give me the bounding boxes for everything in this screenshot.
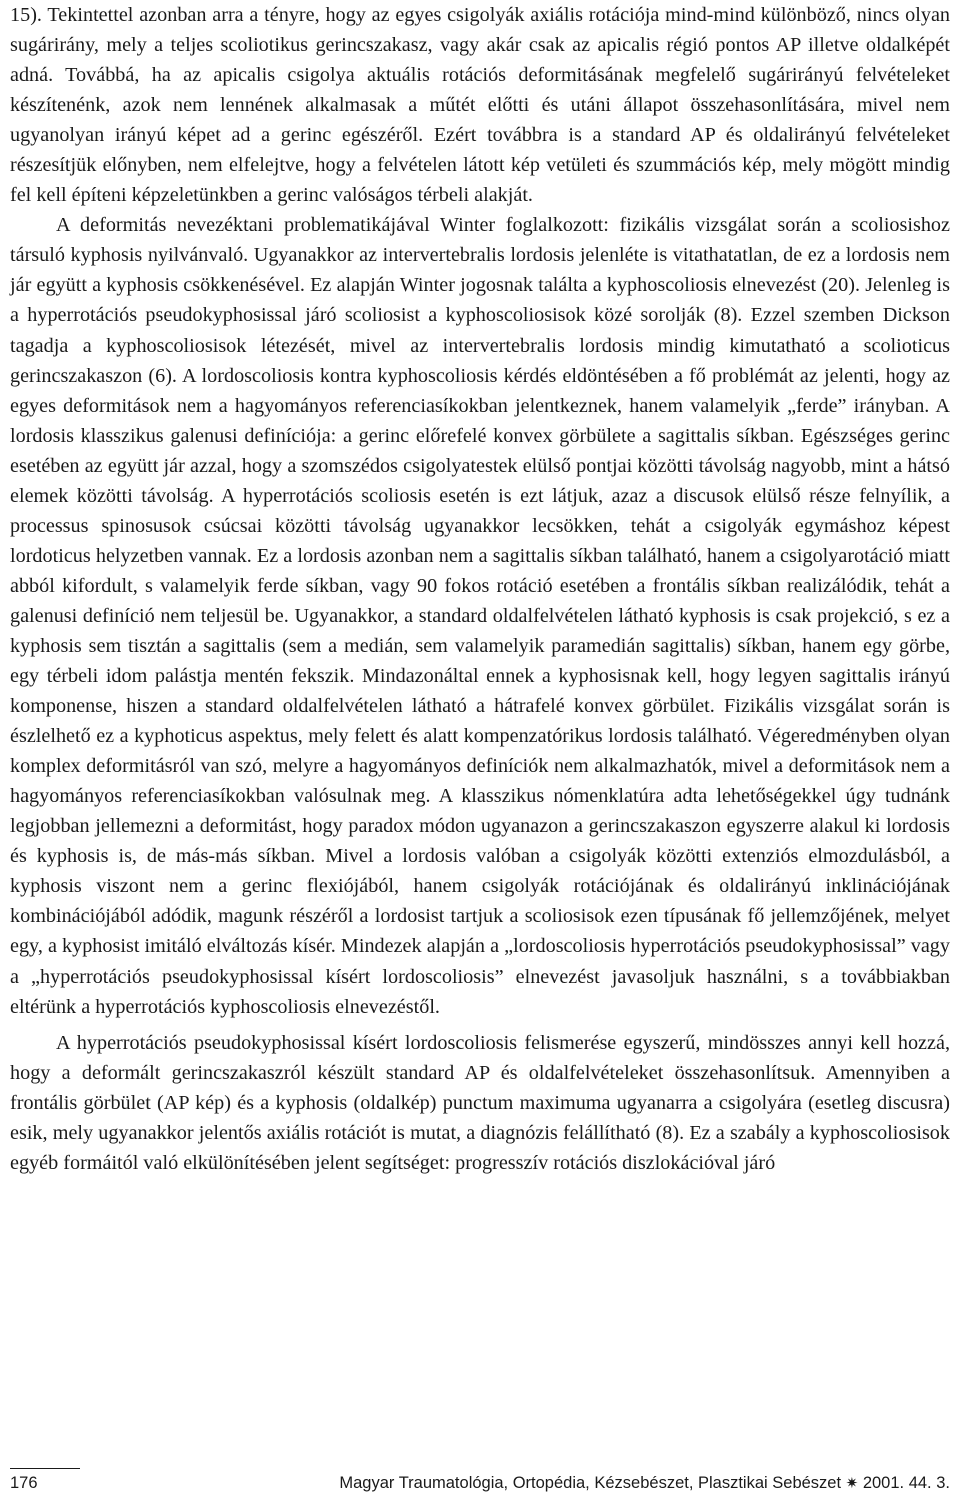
paragraph-2: A deformitás nevezéktani problematikájával Winter foglalkozott: fizikális vizsgálat során a scoliosishoz társuló kyphosis nyilvánvaló. Ugyanakkor az intervertebralis lordosis jelenléte is vitathatatlan, de ez a lordosis nem jár együtt a kyphosis csökkenésével. Ez alapján Winter jogosnak találta a kyphoscoliosis elnevezést (20). Jelenleg is a hyperrotációs pseudokyphosissal járó scoliosist a kyphoscoliosisok közé sorolják (8). Ezzel szemben Dickson tagadja a kyphoscoliosisok létezését, mivel az intervertebralis lordosis mindig kimutatható a scolioticus gerincszakaszon (6). A lordoscoliosis kontra kyphoscoliosis kérdés eldöntésében a fő problémát az jelenti, hogy az egyes deformitások nem a hagyományos referenciasíkokban jelentkeznek, hanem valamelyik „ferde” irányban. A lordosis klasszikus galenusi definíciója: a gerinc előrefelé konvex görbülete a sagittalis síkban. Egészséges gerinc esetében az együtt jár azzal, hogy a szomszédos csigolyatestek elülső pontjai közötti távolság nagyobb, mint a hátsó elemek közötti távolság. A hyperrotációs scoliosis esetén is ezt látjuk, azaz a discusok elülső része felnyílik, a processus spinosusok csúcsai közötti távolság ugyanakkor lecsökken, tehát a csigolyák egymáshoz képest lordoticus helyzetben vannak. Ez a lordosis azonban nem a sagittalis síkban található, hanem a csigolyarotáció miatt abból kifordult, s valamelyik ferde síkban, vagy 90 fokos rotáció esetében a frontális síkban realizálódik, tehát a galenusi definíció nem teljesül be. Ugyanakkor, a standard oldalfelvételen látható kyphosis is csak projekció, s ez a kyphosis sem tisztán a sagittalis (sem a medián, sem valamelyik paramedián sagittalis) síkban, hanem egy görbe, egy térbeli idom palástja mentén fekszik. Mindazonáltal ennek a kyphosisnak kell, hogy legyen sagittalis irányú komponense, hiszen a standard oldalfelvételen látható a hátrafelé konvex görbület. Fizikális vizsgálat során is észlelhető ez a kyphoticus aspektus, mely felett és alatt kompenzatórikus lordosis található. Végeredményben olyan komplex deformitásról van szó, melyre a hagyományos definíciók nem alkalmazhatók, mivel a deformitások nem a hagyományos referenciasíkokban valósulnak meg. A klasszikus nómenklatúra adta lehetőségekkel úgy tudnánk legjobban jellemezni a deformitást, hogy paradox módon ugyanazon a gerincszakaszon egyszerre alakul ki lordosis és kyphosis is, de más-más síkban. Mivel a lordosis valóban a csigolyák közötti extenziós elmozdulásból, a kyphosis viszont nem a gerinc flexiójából, hanem csigolyák rotációjának és oldalirányú inklinációjának kombinációjából adódik, magunk részéről a lordosist tartjuk a scoliosisok ezen típusának fő jellemzőjének, melyet egy, a kyphosist imitáló elváltozás kísér. Mindezek alapján a „lordoscoliosis hyperrotációs pseudokyphosissal” vagy a „hyperrotációs pseudokyphosissal kísért lordoscoliosis” elnevezést javasoljuk használni, s a továbbiakban eltérünk a hyperrotációs kyphoscoliosis elnevezéstől. — [10, 214, 950, 1018]
journal-name: Magyar Traumatológia, Ortopédia, Kézsebészet, Plasztikai Sebészet — [339, 1474, 842, 1492]
journal-issue: 2001. 44. 3. — [862, 1474, 950, 1492]
journal-citation — [339, 1474, 950, 1493]
paragraph-1: 15). Tekintettel azonban arra a tényre, hogy az egyes csigolyák axiális rotációja mind-mind különböző, nincs olyan sugárirány, mely a teljes scoliotikus gerincszakasz, vagy akár csak az apicalis régió pontos AP illetve oldalképét adná. Továbbá, ha az apicalis csigolya aktuális rotációs deformitásának megfelelő sugárirányú felvételeket készítenénk, azok nem lennének alkalmasak a műtét előtti és utáni állapot összehasonlítására, mivel nem ugyanolyan irányú képet ad a gerinc egészéről. Ezért továbbra is a standard AP és oldalirányú felvételeket részesítjük előnyben, nem elfelejtve, hogy a felvételen látott kép vetületi és szummációs kép, mely mögött mindig fel kell építeni képzeletünkben a gerinc valóságos térbeli alakját. — [10, 4, 950, 207]
article-body — [10, 0, 950, 1178]
paragraph-3: A hyperrotációs pseudokyphosissal kísért lordoscoliosis felismerése egyszerű, mindösszes annyi kell hozzá, hogy a deformált gerincszakaszról készült standard AP és oldalfelvételeket összehasonlítsuk. Amennyiben a frontális görbület (AP kép) és a kyphosis (oldalkép) punctum maximuma ugyanarra a csigolyára (esetleg discusra) esik, mely ugyanakkor jelentős axiális rotációt is mutat, a diagnózis felállítható (8). Ez a szabály a kyphoscoliosisok egyéb formáitól való elkülönítésében jelent segítséget: progresszív rotációs diszlokációval járó — [10, 1031, 950, 1174]
star-separator-icon: ✷ — [845, 1475, 859, 1492]
footer-rule — [10, 1468, 80, 1469]
page-number: 176 — [10, 1474, 38, 1492]
page-footer — [10, 1474, 950, 1498]
